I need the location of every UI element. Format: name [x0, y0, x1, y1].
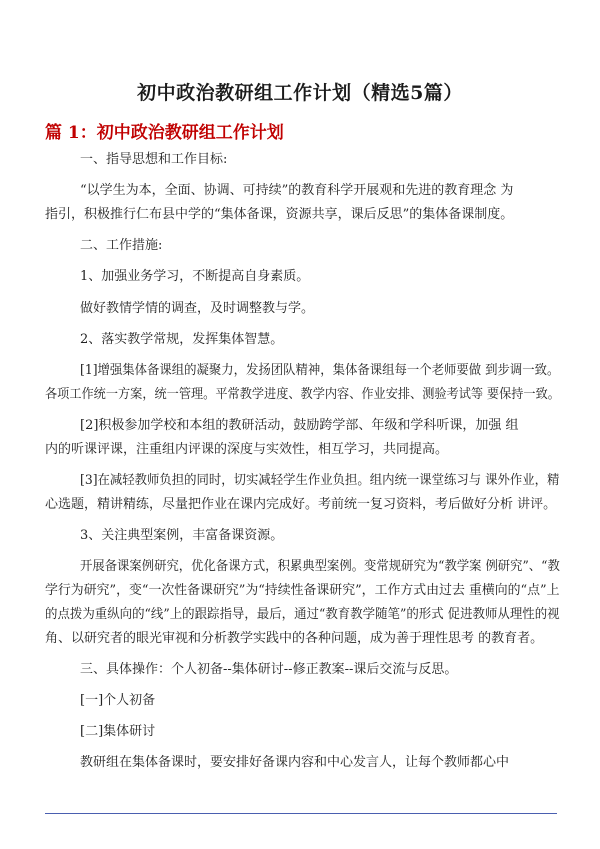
paragraph-line: 内的听课评课，注重组内评课的深度与实效性，相互学习，共同提高。 — [45, 442, 449, 457]
item-heading: 2、落实教学常规，发挥集体智慧。 — [80, 332, 284, 347]
heading-guiding-ideas: 一、指导思想和工作目标: — [80, 152, 228, 167]
paragraph-line: 学行为研究”，变“一次性备课研究”为“持续性备课研究”，工作方式由过去 重横向的“点”上 — [45, 583, 560, 598]
paragraph-line: 指引，积极推行仁布县中学的“集体备课，资源共享，课后反思”的集体备课制度。 — [45, 207, 514, 222]
paragraph-line: 心选题，精讲精练，尽量把作业在课内完成好。考前统一复习资料，考后做好分析 讲评。 — [45, 497, 557, 512]
item-heading: 3、关注典型案例，丰富备课资源。 — [80, 528, 284, 543]
paragraph-line: 开展备课案例研究，优化备课方式，积累典型案例。变常规研究为“教学案 例研究”、“教 — [80, 559, 560, 574]
document-title: 初中政治教研组工作计划（精选5篇） — [137, 82, 463, 104]
paragraph-line: [3]在减轻教师负担的同时，切实减轻学生作业负担。组内统一课堂练习与 课外作业，精 — [80, 473, 560, 488]
subheading-individual-prep: [一]个人初备 — [80, 693, 156, 708]
heading-specific-operations: 三、具体操作：个人初备--集体研讨--修正教案--课后交流与反思。 — [80, 662, 458, 677]
paragraph-line: “以学生为本，全面、协调、可持续”的教育科学开展观和先进的教育理念 为 — [80, 183, 514, 198]
paragraph-line: 各项工作统一方案，统一管理。平常教学进度、教学内容、作业安排、测验考试等 要保持一致。 — [45, 387, 560, 402]
paragraph-line: 教研组在集体备课时，要安排好备课内容和中心发言人，让每个教师都心中 — [80, 755, 510, 770]
paragraph-line: 做好教情学情的调查，及时调整教与学。 — [80, 301, 315, 316]
paragraph-line: [1]增强集体备课组的凝聚力，发扬团队精神，集体备课组每一个老师要做 到步调一致。 — [80, 363, 560, 378]
paragraph-line: 角、以研究者的眼光审视和分析教学实践中的各种问题，成为善于理性思考 的教育者。 — [45, 631, 544, 646]
item-heading: 1、加强业务学习，不断提高自身素质。 — [80, 269, 310, 284]
heading-work-measures: 二、工作措施: — [80, 238, 163, 253]
section-heading: 篇 1：初中政治教研组工作计划 — [45, 123, 284, 143]
paragraph-line: 的点拨为重纵向的“线”上的跟踪指导，最后，通过“教育教学随笔”的形式 促进教师从理性的视 — [45, 607, 560, 622]
subheading-group-discussion: [二]集体研讨 — [80, 724, 156, 739]
footer-divider — [45, 813, 557, 814]
paragraph-line: [2]积极参加学校和本组的教研活动，鼓励跨学部、年级和学科听课，加强 组 — [80, 418, 519, 433]
